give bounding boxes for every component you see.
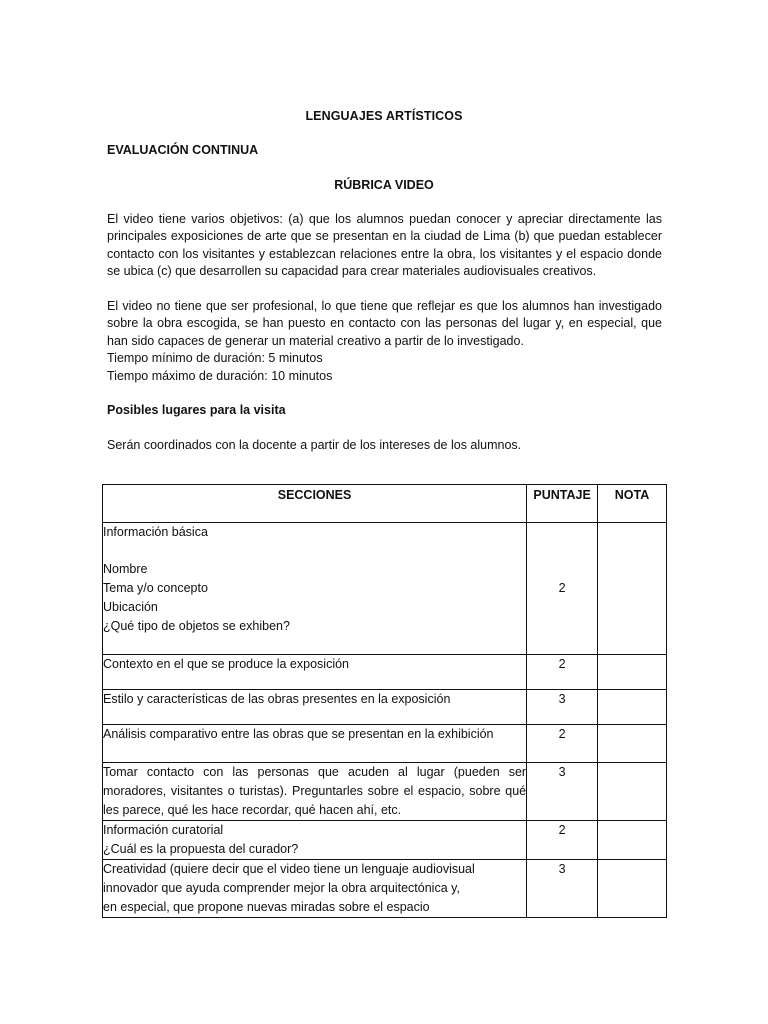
section-cell: Tomar contacto con las personas que acuden al lugar (pueden ser moradores, visitantes o turistas). Preguntarles sobre el espacio, sobre qué les parece, qué les hace recordar, qué hacen ahí, etc.	[103, 763, 527, 821]
table-row	[103, 725, 667, 763]
section-cell: Análisis comparativo entre las obras que se presentan en la exhibición	[103, 725, 527, 763]
places-text: Serán coordinados con la docente a partir de los intereses de los alumnos.	[107, 438, 522, 452]
section-cell	[103, 690, 527, 725]
grade-cell[interactable]	[598, 655, 667, 690]
table-row	[103, 763, 667, 821]
score-cell: 2	[527, 725, 598, 763]
section-line: innovador que ayuda comprender mejor la obra arquitectónica y,	[103, 881, 460, 895]
grade-cell[interactable]	[598, 725, 667, 763]
section-line: ¿Qué tipo de objetos se exhiben?	[103, 619, 290, 633]
grade-cell[interactable]	[598, 763, 667, 821]
document-subtitle: EVALUACIÓN CONTINUA	[107, 143, 259, 157]
table-row	[103, 523, 667, 655]
section-line: Nombre	[103, 562, 148, 576]
duration-max: Tiempo máximo de duración: 10 minutos	[107, 369, 333, 383]
places-heading: Posibles lugares para la visita	[107, 403, 286, 417]
section-line: Tema y/o concepto	[103, 581, 208, 595]
rubric-title: RÚBRICA VIDEO	[334, 178, 434, 192]
header-sections: SECCIONES	[103, 485, 527, 523]
section-line: Contexto en el que se produce la exposición	[103, 657, 349, 671]
section-cell	[103, 860, 527, 918]
score-cell: 2	[527, 523, 598, 655]
score-cell: 3	[527, 860, 598, 918]
table-row	[103, 690, 667, 725]
table-row	[103, 655, 667, 690]
document-title: LENGUAJES ARTÍSTICOS	[305, 109, 463, 123]
section-cell	[103, 821, 527, 860]
section-line: ¿Cuál es la propuesta del curador?	[103, 842, 299, 856]
duration-min: Tiempo mínimo de duración: 5 minutos	[107, 351, 323, 365]
score-cell: 3	[527, 763, 598, 821]
section-line: en especial, que propone nuevas miradas sobre el espacio	[103, 900, 430, 914]
rubric-table	[102, 484, 667, 918]
section-line: Información curatorial	[103, 823, 224, 837]
section-line: Información básica	[103, 525, 208, 539]
table-row	[103, 821, 667, 860]
requirements-paragraph: El video no tiene que ser profesional, lo que tiene que reflejar es que los alumnos han investigado sobre la obra escogida, se han puesto en contacto con las personas del lugar y, en especial, que han sido capaces de generar un material creativo a partir de lo investigado.	[107, 299, 662, 348]
section-line: Estilo y características de las obras presentes en la exposición	[103, 692, 451, 706]
header-grade: NOTA	[598, 485, 667, 523]
grade-cell[interactable]	[598, 821, 667, 860]
grade-cell[interactable]	[598, 690, 667, 725]
score-cell: 3	[527, 690, 598, 725]
header-score: PUNTAJE	[527, 485, 598, 523]
table-row	[103, 860, 667, 918]
grade-cell[interactable]	[598, 523, 667, 655]
objectives-paragraph: El video tiene varios objetivos: (a) que los alumnos puedan conocer y apreciar directamente las principales exposiciones de arte que se presentan en la ciudad de Lima (b) que puedan establecer contacto con los visitantes y establezcan relaciones entre la obra, los visitantes y el espacio donde se ubica (c) que desarrollen su capacidad para crear materiales audiovisuales creativos.	[107, 212, 662, 278]
table-header-row	[103, 485, 667, 523]
section-line: Creatividad (quiere decir que el video tiene un lenguaje audiovisual	[103, 862, 475, 876]
score-cell: 2	[527, 821, 598, 860]
score-cell: 2	[527, 655, 598, 690]
section-cell	[103, 655, 527, 690]
grade-cell[interactable]	[598, 860, 667, 918]
section-line: Ubicación	[103, 600, 158, 614]
section-cell	[103, 523, 527, 655]
